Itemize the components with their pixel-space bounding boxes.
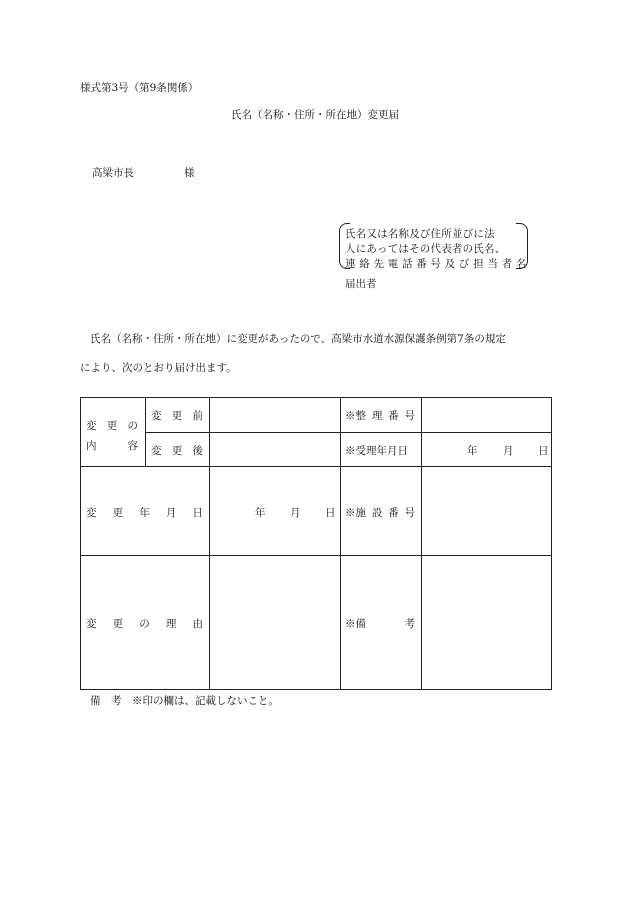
table-line (80, 689, 552, 690)
change-content-label: 変 更 の (86, 420, 138, 432)
table-line (340, 397, 341, 690)
table-line (80, 397, 81, 690)
change-date-label: 変 更 年 月 日 (86, 507, 203, 519)
table-line (80, 555, 552, 556)
received-date-year: 年 (467, 445, 478, 457)
table-line (80, 397, 552, 398)
notifier-label: 届出者 (345, 278, 377, 290)
table-line (551, 397, 552, 690)
table-line (145, 432, 552, 433)
applicant-bracket-line: 連 絡 先 電 話 番 号 及 び 担 当 者 名 (345, 258, 527, 270)
received-date-label: ※受理年月日 (345, 445, 408, 457)
remarks-cell-label: ※備 考 (345, 618, 415, 630)
before-change-label: 変 更 前 (151, 410, 203, 422)
change-date-day: 日 (325, 507, 336, 519)
facility-number-label: ※施 設 番 号 (345, 507, 415, 519)
applicant-bracket-line: 人にあってはその代表者の氏名、 (345, 243, 506, 255)
after-change-label: 変 更 後 (151, 445, 203, 457)
form-title: 氏名（名称・住所・所在地）変更届 (231, 109, 399, 121)
addressee-honorific: 様 (184, 167, 195, 179)
change-date-year: 年 (255, 507, 266, 519)
form-number: 様式第3号（第9条関係） (80, 82, 199, 94)
change-content-label-2: 内 容 (86, 440, 138, 452)
received-date-month: 月 (503, 445, 514, 457)
applicant-bracket-line: 氏名又は名称及び住所並びに法 (345, 228, 495, 240)
change-date-month: 月 (290, 507, 301, 519)
received-date-day: 日 (538, 445, 549, 457)
serial-number-label: ※整 理 番 号 (345, 410, 415, 422)
addressee-name: 高梁市長 (92, 167, 134, 179)
change-reason-label: 変 更 の 理 由 (86, 618, 203, 630)
table-line (209, 397, 210, 690)
table-line (145, 397, 146, 467)
footer-remarks: 備 考 ※印の欄は、記載しないこと。 (90, 695, 279, 707)
table-line (421, 397, 422, 690)
body-text-line: により、次のとおり届け出ます。 (80, 362, 237, 374)
body-text-line: 氏名（名称・住所・所在地）に変更があったので、高梁市水道水源保護条例第7条の規定 (90, 333, 506, 345)
table-line (80, 466, 552, 467)
